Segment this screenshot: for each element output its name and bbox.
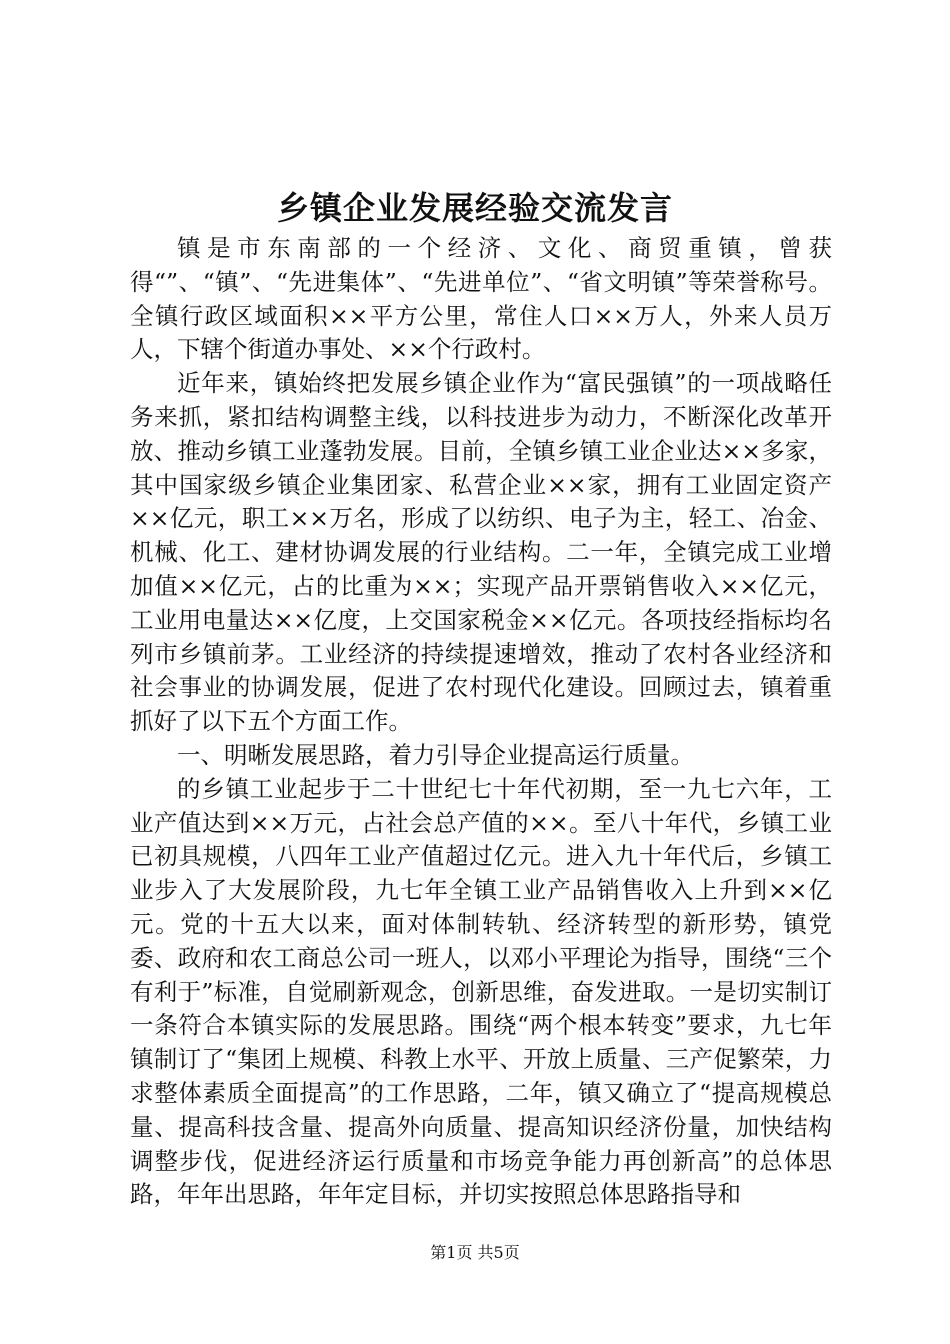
section-heading-1: 一、明晰发展思路，着力引导企业提高运行质量。 [177, 740, 694, 769]
document-body [130, 232, 832, 1212]
paragraph-overview: 近年来，镇始终把发展乡镇企业作为“富民强镇”的一项战略任务来抓，紧扣结构调整主线，以科技进步为动力，不断深化改革开放、推动乡镇工业蓬勃发展。目前，全镇乡镇工业企业达××多家，其中国家级乡镇企业集团家、私营企业××家，拥有工业固定资产××亿元，职工××万名，形成了以纺织、电子为主，轻工、冶金、机械、化工、建材协调发展的行业结构。二一年，全镇完成工业增加值××亿元，占的比重为××；实现产品开票销售收入××亿元，工业用电量达××亿度，上交国家税金××亿元。各项技经指标均名列市乡镇前茅。工业经济的持续提速增效，推动了农村各业经济和社会事业的协调发展，促进了农村现代化建设。回顾过去，镇着重抓好了以下五个方面工作。 [130, 369, 832, 736]
paragraph-intro: 镇是市东南部的一个经济、文化、商贸重镇，曾获得“”、“镇”、“先进集体”、“先进单位”、“省文明镇”等荣誉称号。全镇行政区域面积××平方公里，常住人口××万人，外来人员万人，下辖个街道办事处、××个行政村。 [130, 234, 832, 364]
document-title: 乡镇企业发展经验交流发言 [276, 189, 673, 227]
paragraph-section-1: 的乡镇工业起步于二十世纪七十年代初期，至一九七六年，工业产值达到××万元，占社会总产值的××。至八十年代，乡镇工业已初具规模，八四年工业产值超过亿元。进入九十年代后，乡镇工业步入了大发展阶段，九七年全镇工业产品销售收入上升到××亿元。党的十五大以来，面对体制转轨、经济转型的新形势，镇党委、政府和农工商总公司一班人，以邓小平理论为指导，围绕“三个有利于”标准，自觉刷新观念，创新思维，奋发进取。一是切实制订一条符合本镇实际的发展思路。围绕“两个根本转变”要求，九七年镇制订了“集团上规模、科教上水平、开放上质量、三产促繁荣，力求整体素质全面提高”的工作思路，二年，镇又确立了“提高规模总量、提高科技含量、提高外向质量、提高知识经济份量，加快结构调整步伐，促进经济运行质量和市场竞争能力再创新高”的总体思路，年年出思路，年年定目标，并切实按照总体思路指导和 [130, 774, 832, 1209]
page-footer: 第1页 共5页 [430, 1243, 520, 1262]
